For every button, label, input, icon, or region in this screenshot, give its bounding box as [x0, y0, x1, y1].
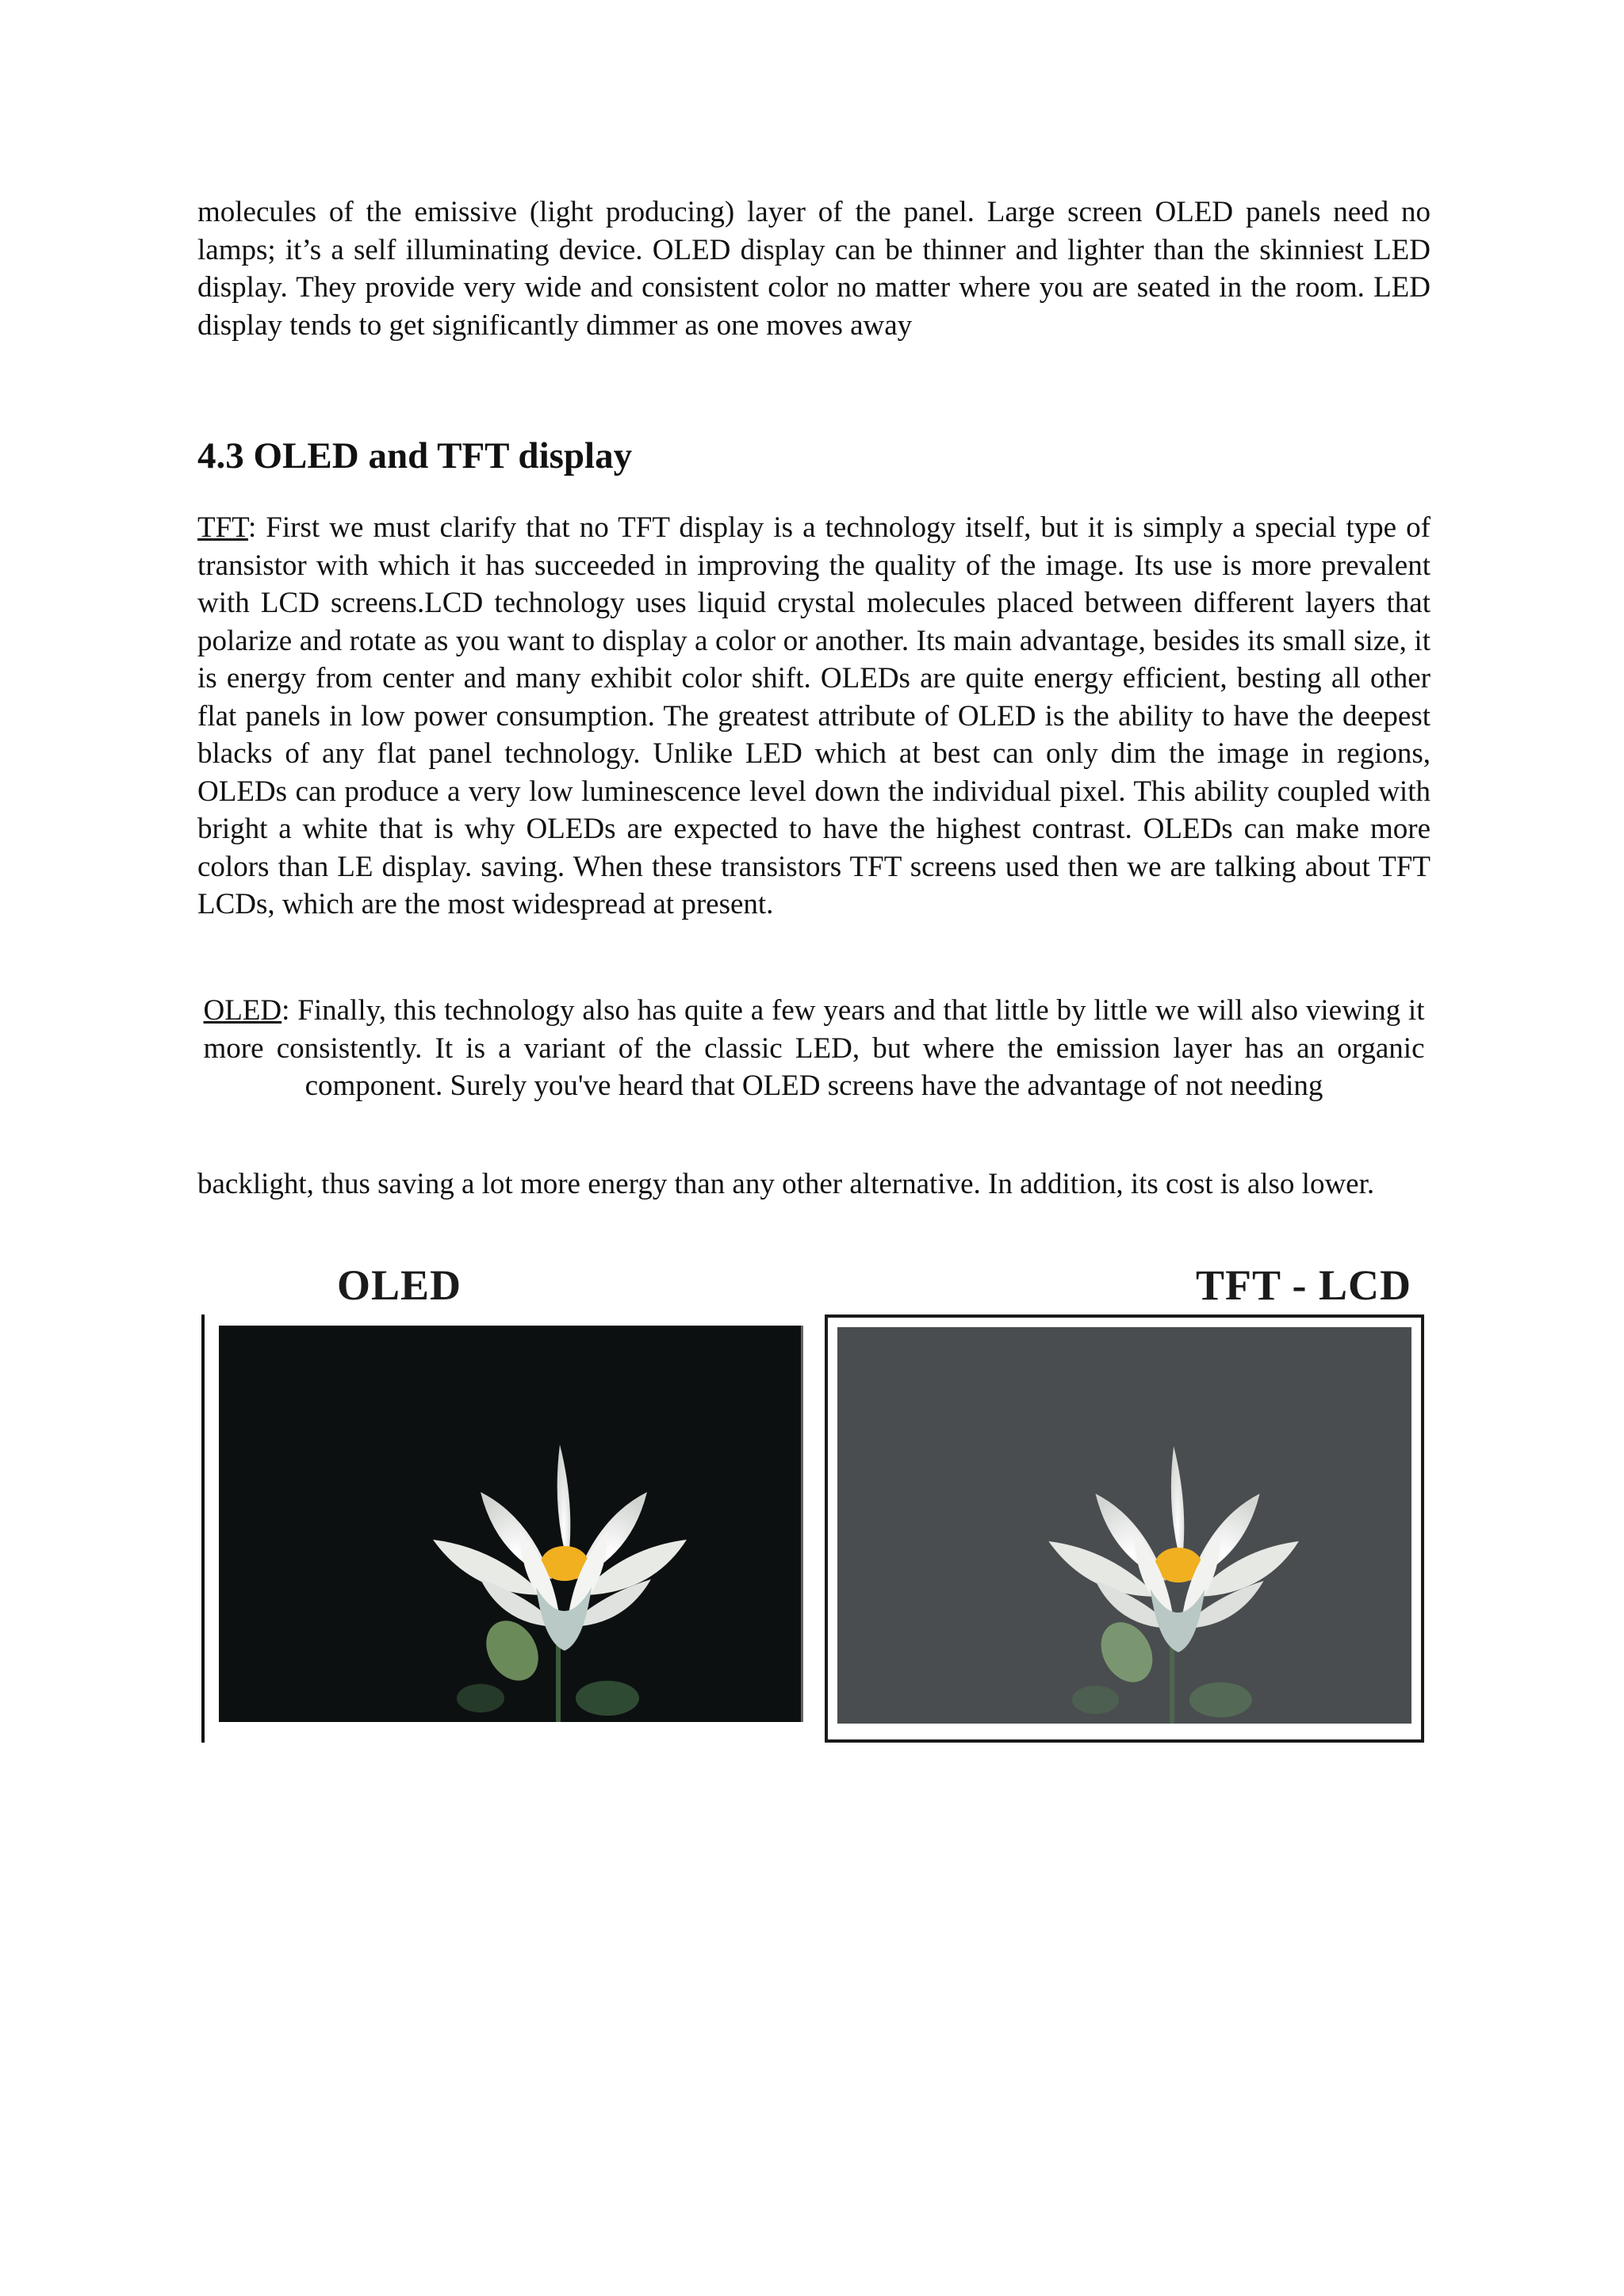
lotus-flower-tft-lcd-image: [837, 1327, 1411, 1724]
tft-paragraph: [197, 509, 1431, 924]
tft-term: TFT: [197, 511, 248, 544]
intro-paragraph: molecules of the emissive (light producing) layer of the panel. Large screen OLED panels need no lamps; it’s a self illuminating device. OLED display can be thinner and lighter than the skinniest LED display. They provide very wide and consistent color no matter where you are seated in the room. LED display tends to get significantly dimmer as one moves away: [197, 196, 1431, 342]
oled-panel: [219, 1326, 803, 1722]
figure-left-border: [201, 1314, 205, 1743]
backlight-paragraph: backlight, thus saving a lot more energy than any other alternative. In addition, its cost is also lower.: [197, 1168, 1375, 1200]
comparison-figure: [198, 1261, 1435, 1752]
oled-term: OLED: [203, 994, 282, 1027]
tft-lcd-panel: [825, 1314, 1424, 1743]
tft-separator: :: [247, 511, 257, 544]
figure-label-oled: OLED: [337, 1261, 462, 1309]
oled-paragraph-inner: [204, 992, 1425, 1105]
oled-text: Finally, this technology also has quite a few years and that little by little we will also viewing it more consistently. It is a variant of the classic LED, but where the emission layer has an organic component. Surely you've heard that OLED screens have the advantage of not needing: [203, 994, 1425, 1102]
section-heading: 4.3 OLED and TFT display: [197, 435, 633, 476]
figure-label-tft-lcd: TFT - LCD: [1195, 1261, 1411, 1309]
tft-text: First we must clarify that no TFT display is a technology itself, but it is simply a special type of transistor with which it has succeeded in improving the quality of the image. Its use is more prevalent with LCD screens.LCD technology uses liquid crystal molecules placed between different layers that polarize and rotate as you want to display a color or another. Its main advantage, besides its small size, it is energy from center and many exhibit color shift. OLEDs are quite energy efficient, besting all other flat panels in low power consumption. The greatest attribute of OLED is the ability to have the deepest blacks of any flat panel technology. Unlike LED which at best can only dim the image in regions, OLEDs can produce a very low luminescence level down the individual pixel. This ability coupled with bright a white that is why OLEDs are expected to have the highest contrast. OLEDs can make more colors than LE display. saving. When these transistors TFT screens used then we are talking about TFT LCDs, which are the most widespread at present.: [197, 511, 1431, 920]
lotus-flower-oled-image: [219, 1326, 801, 1722]
oled-separator: :: [282, 994, 290, 1027]
oled-paragraph: [197, 992, 1431, 1105]
tft-lcd-screen: [837, 1327, 1411, 1724]
